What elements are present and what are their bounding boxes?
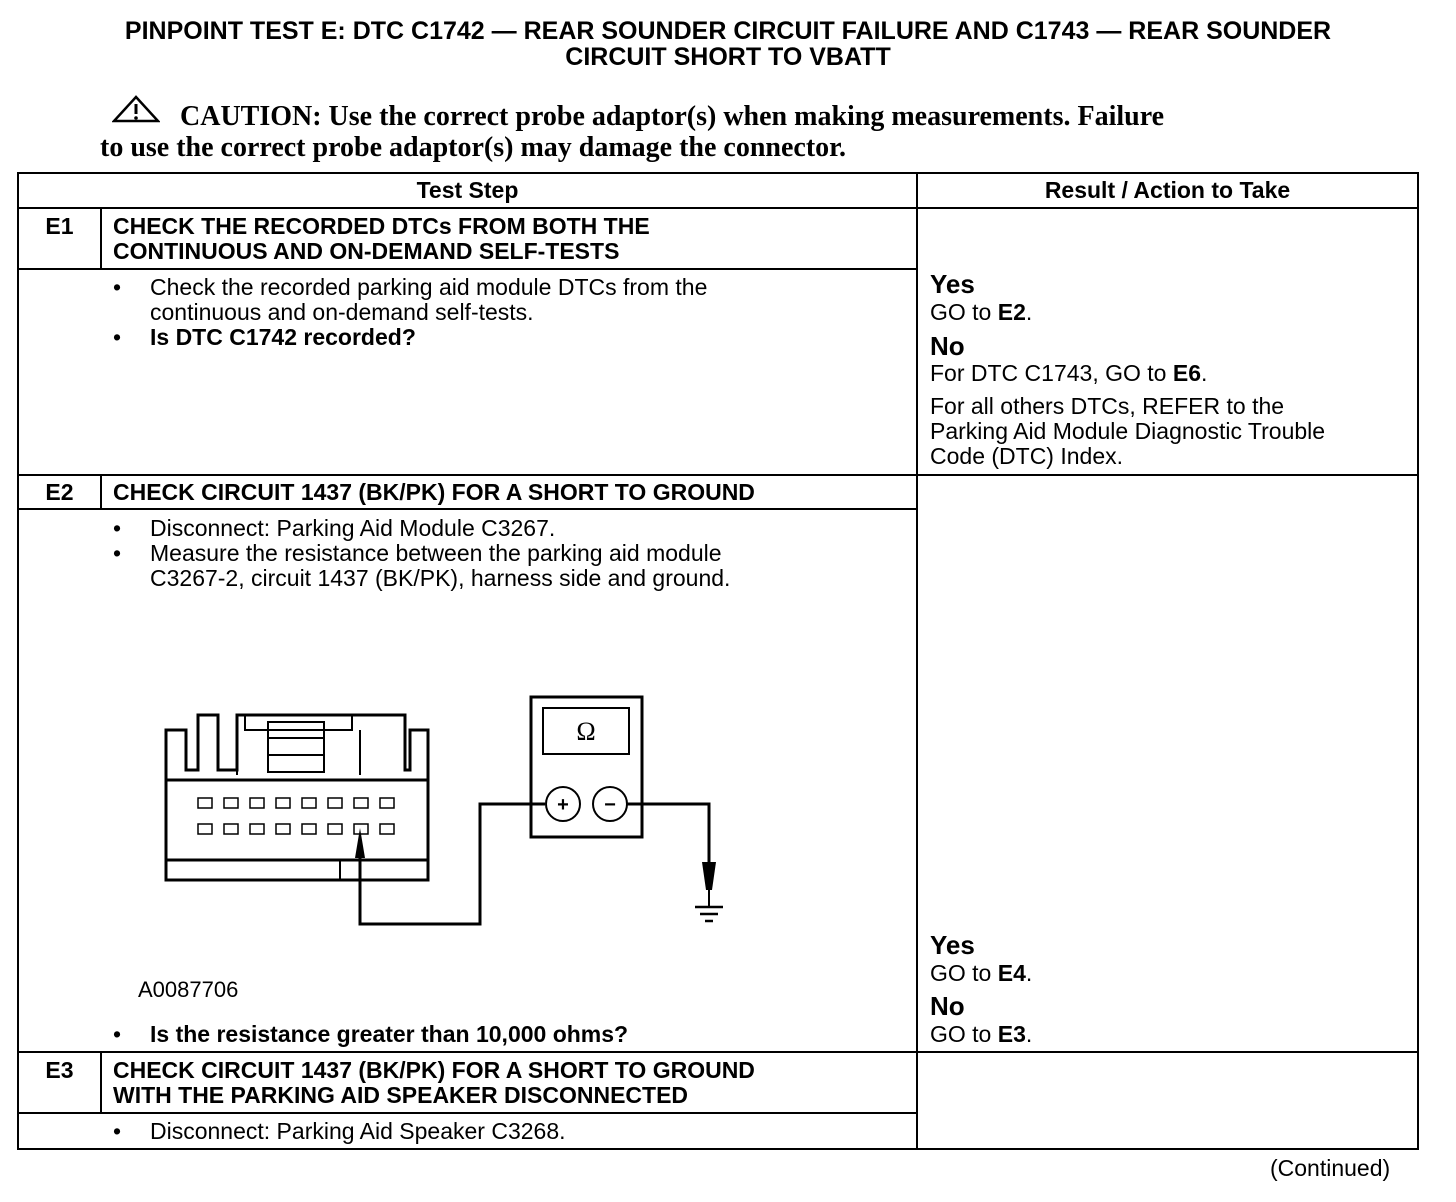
e2-yes-text: GO to (930, 960, 998, 986)
e1-yes-action: GO to E2. (930, 299, 1033, 325)
header-divider (19, 207, 1417, 209)
e1-no-text: For DTC C1743, GO to (930, 360, 1173, 386)
figure-id: A0087706 (138, 977, 239, 1002)
bullet-icon: • (113, 515, 122, 541)
test-leads (360, 804, 709, 924)
ground-probe-icon (702, 862, 716, 907)
e2-yes-action: GO to E4. (930, 960, 1033, 986)
e2-no-label: No (930, 991, 965, 1021)
bullet-icon: • (113, 1021, 122, 1047)
caution-line1: CAUTION: Use the correct probe adaptor(s) when making measurements. Failure (180, 101, 1165, 132)
wiring-diagram (150, 690, 750, 930)
continued-label: (Continued) (1270, 1155, 1391, 1181)
e1-title-line1: CHECK THE RECORDED DTCs FROM BOTH THE (113, 213, 650, 239)
e1-no-target: E6 (1172, 360, 1201, 386)
e1-title-line2: CONTINUOUS AND ON-DEMAND SELF-TESTS (113, 238, 620, 264)
e1-yes-label: Yes (930, 269, 975, 299)
e2-step-id: E2 (45, 479, 74, 505)
e1-question: Is DTC C1742 recorded? (150, 324, 416, 350)
e2-yes-label: Yes (930, 930, 975, 960)
e2-id-divider (100, 474, 102, 510)
e1-no-action: For DTC C1743, GO to E6. (930, 360, 1208, 386)
ground-symbol-icon (695, 907, 723, 921)
e1-title-divider (19, 268, 917, 270)
page-title-line1: PINPOINT TEST E: DTC C1742 — REAR SOUNDER CIRCUIT FAILURE AND C1743 — REAR SOUNDER (124, 17, 1332, 45)
minus-terminal-label: − (604, 794, 616, 816)
e2-step1: Disconnect: Parking Aid Module C3267. (150, 515, 556, 541)
e2-no-target: E3 (997, 1021, 1026, 1047)
e1-others-line2: Parking Aid Module Diagnostic Trouble (930, 418, 1326, 444)
header-test-step: Test Step (416, 177, 519, 203)
e1-step1-line2: continuous and on-demand self-tests. (150, 299, 534, 325)
page-title-line2: CIRCUIT SHORT TO VBATT (565, 43, 891, 71)
pinpoint-test-table (17, 172, 1419, 1150)
e3-title-line2: WITH THE PARKING AID SPEAKER DISCONNECTED (113, 1082, 689, 1108)
e2-yes-target: E4 (997, 960, 1026, 986)
caution-notice (100, 101, 1340, 163)
e2-no-action: GO to E3. (930, 1021, 1033, 1047)
e3-step1: Disconnect: Parking Aid Speaker C3268. (150, 1118, 566, 1144)
e3-title-line1: CHECK CIRCUIT 1437 (BK/PK) FOR A SHORT TO GROUND (113, 1057, 755, 1083)
bullet-icon: • (113, 324, 122, 350)
e2-title-divider (19, 508, 917, 510)
e1-yes-target: E2 (997, 299, 1026, 325)
bullet-icon: • (113, 1118, 122, 1144)
header-result: Result / Action to Take (1044, 177, 1291, 203)
bullet-icon: • (113, 540, 122, 566)
e1-no-label: No (930, 331, 965, 361)
e2-question: Is the resistance greater than 10,000 ohms? (150, 1021, 629, 1047)
column-divider (916, 174, 918, 1148)
e3-step-id: E3 (45, 1057, 74, 1083)
e1-id-divider (100, 207, 102, 270)
e3-title-divider (19, 1112, 917, 1114)
e2-no-text: GO to (930, 1021, 998, 1047)
probe-positive-icon (355, 828, 365, 858)
e3-id-divider (100, 1051, 102, 1114)
e2-title: CHECK CIRCUIT 1437 (BK/PK) FOR A SHORT TO GROUND (113, 479, 755, 505)
e1-e2-divider (19, 474, 1417, 476)
caution-line2: to use the correct probe adaptor(s) may damage the connector. (100, 132, 847, 163)
page-title (0, 18, 1456, 70)
e2-e3-divider (19, 1051, 1417, 1053)
e1-others-line1: For all others DTCs, REFER to the (930, 393, 1285, 419)
connector-pins (198, 798, 394, 834)
ohm-symbol: Ω (576, 717, 596, 746)
e2-step2-line2: C3267-2, circuit 1437 (BK/PK), harness side and ground. (150, 565, 731, 591)
e1-yes-text: GO to (930, 299, 998, 325)
e1-step-id: E1 (45, 213, 74, 239)
e2-step2-line1: Measure the resistance between the parking aid module (150, 540, 722, 566)
plus-terminal-label: + (557, 794, 569, 816)
bullet-icon: • (113, 274, 122, 300)
e1-others-line3: Code (DTC) Index. (930, 443, 1124, 469)
e1-step1-line1: Check the recorded parking aid module DTCs from the (150, 274, 708, 300)
